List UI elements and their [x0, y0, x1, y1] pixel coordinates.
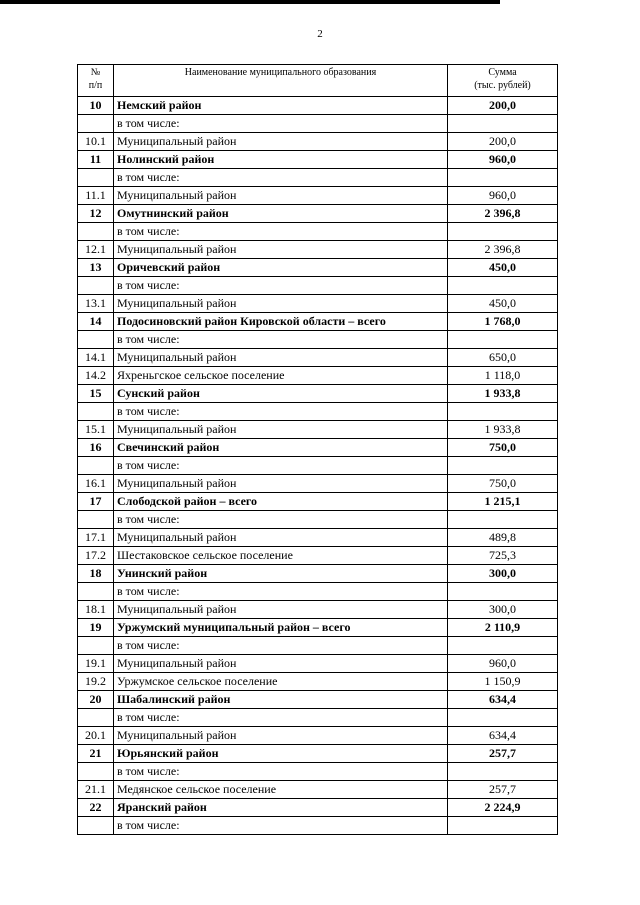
- row-number-cell: 14.2: [78, 367, 114, 385]
- row-number-cell: 11.1: [78, 187, 114, 205]
- row-sum-cell: [448, 115, 558, 133]
- row-sum-cell: [448, 223, 558, 241]
- row-number-cell: 13.1: [78, 295, 114, 313]
- row-sum-cell: 1 933,8: [448, 385, 558, 403]
- row-number-cell: 13: [78, 259, 114, 277]
- row-number-cell: 17.1: [78, 529, 114, 547]
- row-sum-cell: 300,0: [448, 565, 558, 583]
- row-sum-cell: 1 215,1: [448, 493, 558, 511]
- table-row: [78, 97, 558, 115]
- table-row: [78, 259, 558, 277]
- row-number-cell: 11: [78, 151, 114, 169]
- row-sum-cell: 2 224,9: [448, 799, 558, 817]
- row-name-cell: Яранский район: [114, 799, 448, 817]
- header-number-line1: №: [90, 67, 101, 78]
- table-row: [78, 655, 558, 673]
- row-sum-cell: 200,0: [448, 133, 558, 151]
- header-sum-line1: Сумма: [488, 67, 517, 78]
- row-sum-cell: [448, 817, 558, 835]
- row-number-cell: [78, 817, 114, 835]
- row-number-cell: 12: [78, 205, 114, 223]
- row-sum-cell: 960,0: [448, 655, 558, 673]
- row-sum-cell: 960,0: [448, 187, 558, 205]
- row-name-cell: в том числе:: [114, 763, 448, 781]
- row-name-cell: в том числе:: [114, 709, 448, 727]
- row-sum-cell: 1 118,0: [448, 367, 558, 385]
- allocation-table: [77, 64, 558, 835]
- row-name-cell: Муниципальный район: [114, 475, 448, 493]
- table-row: [78, 295, 558, 313]
- row-name-cell: Слободской район – всего: [114, 493, 448, 511]
- header-sum: [448, 65, 558, 97]
- row-name-cell: в том числе:: [114, 277, 448, 295]
- table-row: [78, 187, 558, 205]
- table-row: [78, 583, 558, 601]
- row-sum-cell: [448, 277, 558, 295]
- top-border-rule: [0, 0, 500, 4]
- table-row: [78, 601, 558, 619]
- row-sum-cell: [448, 457, 558, 475]
- row-number-cell: 19: [78, 619, 114, 637]
- row-sum-cell: 634,4: [448, 727, 558, 745]
- table-row: [78, 457, 558, 475]
- row-name-cell: Муниципальный район: [114, 529, 448, 547]
- row-name-cell: Нолинский район: [114, 151, 448, 169]
- row-number-cell: 22: [78, 799, 114, 817]
- row-name-cell: в том числе:: [114, 583, 448, 601]
- row-number-cell: [78, 709, 114, 727]
- row-name-cell: Яхреньгское сельское поселение: [114, 367, 448, 385]
- table-row: [78, 133, 558, 151]
- table-body: [78, 97, 558, 835]
- row-name-cell: в том числе:: [114, 331, 448, 349]
- row-sum-cell: [448, 511, 558, 529]
- row-name-cell: Муниципальный район: [114, 295, 448, 313]
- row-number-cell: 19.1: [78, 655, 114, 673]
- row-name-cell: в том числе:: [114, 115, 448, 133]
- row-sum-cell: [448, 403, 558, 421]
- row-sum-cell: 450,0: [448, 259, 558, 277]
- row-number-cell: [78, 763, 114, 781]
- table-row: [78, 151, 558, 169]
- row-name-cell: Муниципальный район: [114, 241, 448, 259]
- row-sum-cell: 725,3: [448, 547, 558, 565]
- table-row: [78, 529, 558, 547]
- row-number-cell: 14.1: [78, 349, 114, 367]
- row-number-cell: 12.1: [78, 241, 114, 259]
- row-name-cell: в том числе:: [114, 223, 448, 241]
- row-sum-cell: 257,7: [448, 745, 558, 763]
- table-row: [78, 565, 558, 583]
- row-number-cell: 17: [78, 493, 114, 511]
- row-name-cell: Омутнинский район: [114, 205, 448, 223]
- row-number-cell: 15: [78, 385, 114, 403]
- row-number-cell: 17.2: [78, 547, 114, 565]
- row-name-cell: в том числе:: [114, 511, 448, 529]
- row-sum-cell: [448, 709, 558, 727]
- row-sum-cell: [448, 169, 558, 187]
- row-sum-cell: [448, 763, 558, 781]
- table-row: [78, 475, 558, 493]
- row-number-cell: [78, 223, 114, 241]
- row-sum-cell: 200,0: [448, 97, 558, 115]
- row-number-cell: [78, 331, 114, 349]
- table-row: [78, 745, 558, 763]
- row-number-cell: 20.1: [78, 727, 114, 745]
- row-name-cell: Муниципальный район: [114, 601, 448, 619]
- row-sum-cell: [448, 637, 558, 655]
- row-number-cell: 21.1: [78, 781, 114, 799]
- row-sum-cell: 750,0: [448, 439, 558, 457]
- row-sum-cell: 2 110,9: [448, 619, 558, 637]
- row-number-cell: 14: [78, 313, 114, 331]
- row-name-cell: Юрьянский район: [114, 745, 448, 763]
- row-number-cell: [78, 277, 114, 295]
- row-name-cell: в том числе:: [114, 637, 448, 655]
- row-name-cell: Сунский район: [114, 385, 448, 403]
- row-sum-cell: 1 150,9: [448, 673, 558, 691]
- row-number-cell: 16: [78, 439, 114, 457]
- header-number: [78, 65, 114, 97]
- table-row: [78, 421, 558, 439]
- table-row: [78, 241, 558, 259]
- row-number-cell: 18: [78, 565, 114, 583]
- row-name-cell: в том числе:: [114, 457, 448, 475]
- row-name-cell: Муниципальный район: [114, 133, 448, 151]
- table-row: [78, 817, 558, 835]
- table-row: [78, 637, 558, 655]
- header-sum-line2: (тыс. рублей): [474, 80, 531, 91]
- row-name-cell: в том числе:: [114, 169, 448, 187]
- row-name-cell: Оричевский район: [114, 259, 448, 277]
- row-number-cell: [78, 457, 114, 475]
- table-row: [78, 439, 558, 457]
- row-sum-cell: 257,7: [448, 781, 558, 799]
- row-sum-cell: 300,0: [448, 601, 558, 619]
- table-row: [78, 205, 558, 223]
- row-number-cell: 20: [78, 691, 114, 709]
- row-number-cell: 10: [78, 97, 114, 115]
- row-name-cell: Муниципальный район: [114, 727, 448, 745]
- table-row: [78, 673, 558, 691]
- table-row: [78, 223, 558, 241]
- row-name-cell: Муниципальный район: [114, 349, 448, 367]
- row-number-cell: 21: [78, 745, 114, 763]
- row-name-cell: в том числе:: [114, 817, 448, 835]
- row-name-cell: в том числе:: [114, 403, 448, 421]
- row-number-cell: 19.2: [78, 673, 114, 691]
- row-sum-cell: 2 396,8: [448, 241, 558, 259]
- row-sum-cell: 1 933,8: [448, 421, 558, 439]
- table-row: [78, 169, 558, 187]
- table-row: [78, 619, 558, 637]
- header-name: Наименование муниципального образования: [114, 65, 448, 97]
- row-number-cell: [78, 169, 114, 187]
- row-name-cell: Немский район: [114, 97, 448, 115]
- row-sum-cell: 750,0: [448, 475, 558, 493]
- row-name-cell: Муниципальный район: [114, 655, 448, 673]
- row-name-cell: Уржумское сельское поселение: [114, 673, 448, 691]
- table-row: [78, 547, 558, 565]
- table-row: [78, 763, 558, 781]
- row-name-cell: Муниципальный район: [114, 187, 448, 205]
- table-row: [78, 781, 558, 799]
- row-number-cell: [78, 511, 114, 529]
- row-name-cell: Свечинский район: [114, 439, 448, 457]
- row-sum-cell: [448, 331, 558, 349]
- row-name-cell: Унинский район: [114, 565, 448, 583]
- row-sum-cell: 450,0: [448, 295, 558, 313]
- row-sum-cell: 1 768,0: [448, 313, 558, 331]
- row-sum-cell: 2 396,8: [448, 205, 558, 223]
- row-number-cell: 15.1: [78, 421, 114, 439]
- row-number-cell: 18.1: [78, 601, 114, 619]
- table-row: [78, 385, 558, 403]
- row-number-cell: 16.1: [78, 475, 114, 493]
- table-row: [78, 403, 558, 421]
- header-number-line2: п/п: [88, 80, 103, 91]
- table-row: [78, 799, 558, 817]
- row-number-cell: [78, 403, 114, 421]
- row-number-cell: [78, 637, 114, 655]
- row-sum-cell: 634,4: [448, 691, 558, 709]
- row-sum-cell: [448, 583, 558, 601]
- row-name-cell: Муниципальный район: [114, 421, 448, 439]
- row-number-cell: [78, 583, 114, 601]
- table-row: [78, 115, 558, 133]
- table-header-row: [78, 65, 558, 97]
- table-row: [78, 277, 558, 295]
- row-sum-cell: 650,0: [448, 349, 558, 367]
- page-number: 2: [317, 28, 323, 40]
- row-sum-cell: 489,8: [448, 529, 558, 547]
- row-name-cell: Подосиновский район Кировской области – всего: [114, 313, 448, 331]
- row-name-cell: Медянское сельское поселение: [114, 781, 448, 799]
- row-name-cell: Шабалинский район: [114, 691, 448, 709]
- table-row: [78, 511, 558, 529]
- row-name-cell: Уржумский муниципальный район – всего: [114, 619, 448, 637]
- table-row: [78, 727, 558, 745]
- table-row: [78, 691, 558, 709]
- row-sum-cell: 960,0: [448, 151, 558, 169]
- row-number-cell: [78, 115, 114, 133]
- table-row: [78, 349, 558, 367]
- table-row: [78, 331, 558, 349]
- row-name-cell: Шестаковское сельское поселение: [114, 547, 448, 565]
- row-number-cell: 10.1: [78, 133, 114, 151]
- table-row: [78, 313, 558, 331]
- table-row: [78, 493, 558, 511]
- table-row: [78, 367, 558, 385]
- table-row: [78, 709, 558, 727]
